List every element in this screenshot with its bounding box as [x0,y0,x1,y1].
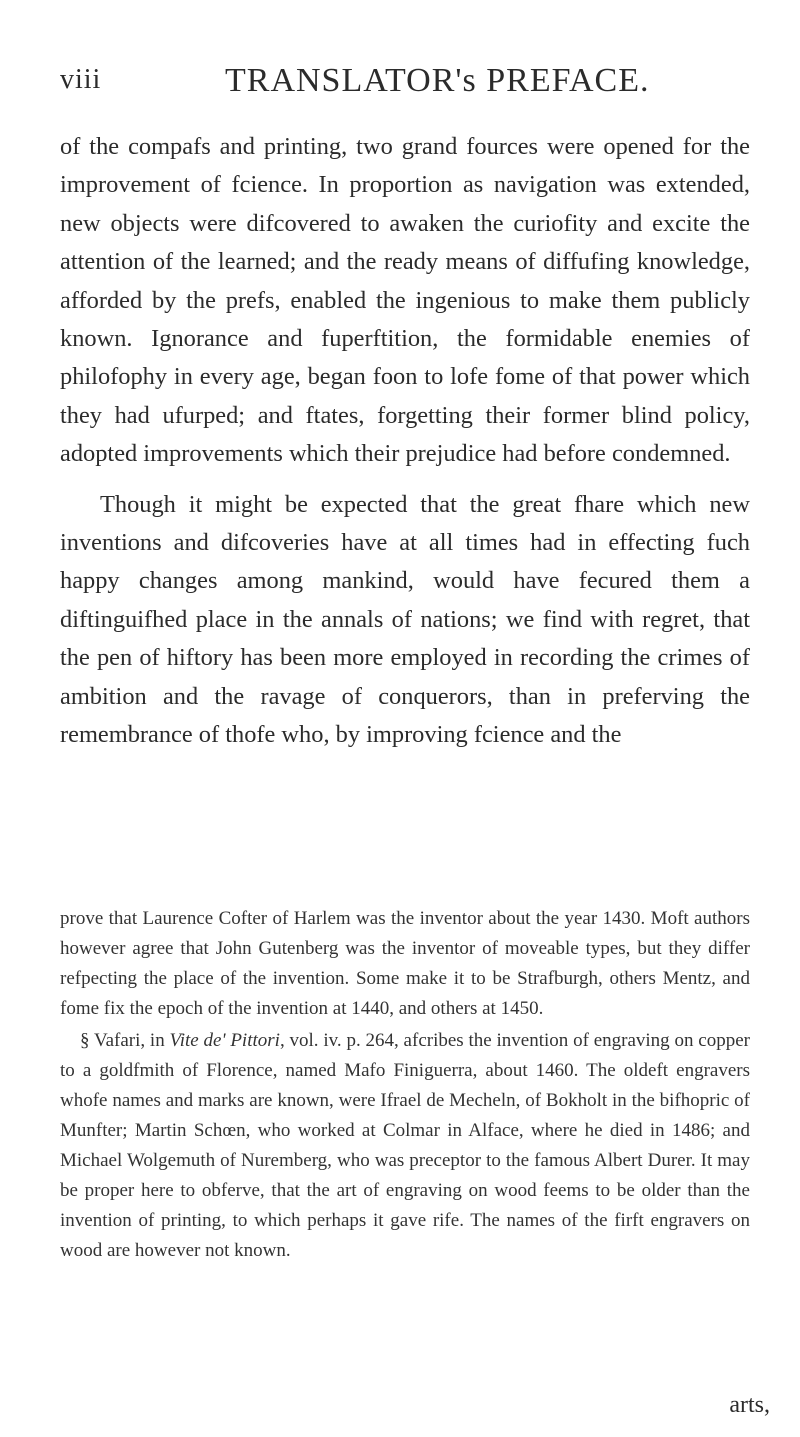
paragraph-2: Though it might be expected that the great fhare which new inventions and difcoveries have at all times had in effecting fuch happy changes among mankind, would have fecured them a diftinguifhed place in the annals of nations; we find with regret, that the pen of hiftory has been more employed in recording the crimes of ambition and the ravage of conquerors, than in preferving the remembrance of thofe who, by improving fcience and the [60,490,750,749]
catchword: arts, [729,1392,770,1418]
paragraph-1: of the compafs and printing, two grand fources were opened for the improvement of fcience. In proportion as navigation was extended, new objects were difcovered to awaken the curiofity and excite the attention of the learned; and the ready means of diffufing knowledge, afforded by the prefs, enabled the ingenious to make them publicly known. Ignorance and fuperftition, the formidable enemies of philofophy in every age, began foon to lofe fome of that power which they had ufurped; and ftates, forgetting their former blind policy, adopted improvements which their prejudice had before condemned. [60,133,750,468]
footnote-engraving-text: , vol. iv. p. 264, afcribes the invention of engraving on copper to a goldfmith of Florence, named Mafo Finiguerra, about 1460. The oldeft engravers whofe names and marks are known, were Ifrael de Mecheln, of Bokholt in the bifhopric of Munfter; Martin Schœn, who worked at Colmar in Alface, where he died in 1486; and Michael Wolgemuth of Nuremberg, who was preceptor to the famous Albert Durer. It may be proper here to obferve, that the art of engraving on wood feems to be older than the invention of printing, to which perhaps it gave rife. The names of the firft engravers on wood are however not known. [60,1030,750,1261]
footnote-continuation: prove that Laurence Cofter of Harlem was the inventor about the year 1430. Moft authors however agree that John Gutenberg was the inventor of moveable types, but they differ refpecting the place of the invention. Some make it to be Strafburgh, others Mentz, and fome fix the epoch of the invention at 1440, and others at 1450. [60,908,750,1019]
page-number: viii [60,64,102,95]
book-page [40,42,750,99]
footnotes [60,904,750,1266]
footnote-engraving [60,1026,750,1266]
footnote-engraving-book-title: Vite de' Pittori [169,1030,280,1051]
page-header [40,42,750,99]
running-head: TRANSLATOR's PREFACE. [225,62,650,99]
main-text [60,128,750,755]
footnote-engraving-mark: § Vafari, in [80,1030,170,1051]
